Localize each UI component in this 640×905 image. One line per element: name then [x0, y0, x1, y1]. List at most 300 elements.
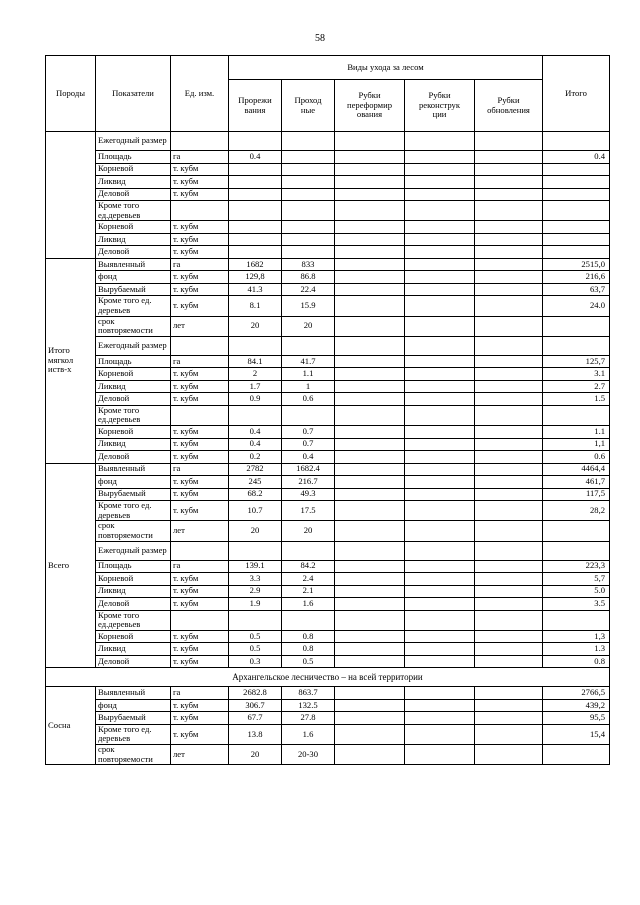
unit-cell: т. кубм	[171, 643, 229, 656]
value-cell: 20	[282, 316, 335, 336]
header-sub-1: Проход ные	[282, 80, 335, 132]
unit-cell: т. кубм	[171, 598, 229, 611]
total-cell: 3.1	[543, 368, 610, 381]
value-cell	[282, 246, 335, 259]
value-cell	[335, 573, 405, 586]
value-cell	[475, 233, 543, 246]
total-cell: 24.0	[543, 296, 610, 316]
value-cell	[475, 393, 543, 406]
value-cell	[405, 476, 475, 489]
total-cell	[543, 610, 610, 630]
value-cell	[475, 438, 543, 451]
value-cell	[335, 132, 405, 151]
indicator-cell: Кроме того ед. деревьев	[96, 296, 171, 316]
indicator-cell: фонд	[96, 699, 171, 712]
unit-cell	[171, 610, 229, 630]
total-cell: 15,4	[543, 724, 610, 744]
value-cell	[335, 283, 405, 296]
value-cell: 8.1	[229, 296, 282, 316]
value-cell	[405, 463, 475, 476]
header-sub-3: Рубки реконструк ции	[405, 80, 475, 132]
total-cell: 63,7	[543, 283, 610, 296]
value-cell	[282, 163, 335, 176]
value-cell: 84.2	[282, 560, 335, 573]
value-cell: 20	[229, 745, 282, 765]
value-cell	[282, 541, 335, 560]
indicator-cell: Корневой	[96, 426, 171, 439]
table-row	[46, 201, 610, 221]
value-cell	[335, 655, 405, 668]
table-row	[46, 655, 610, 668]
value-cell	[335, 699, 405, 712]
total-cell: 223,3	[543, 560, 610, 573]
unit-cell: т. кубм	[171, 176, 229, 189]
value-cell	[335, 687, 405, 700]
value-cell	[335, 393, 405, 406]
value-cell	[282, 610, 335, 630]
value-cell	[335, 355, 405, 368]
total-cell: 439,2	[543, 699, 610, 712]
value-cell	[475, 405, 543, 425]
indicator-cell: Деловой	[96, 451, 171, 464]
table-body	[46, 132, 610, 765]
value-cell	[405, 132, 475, 151]
table-row	[46, 176, 610, 189]
value-cell	[475, 451, 543, 464]
total-cell	[543, 163, 610, 176]
indicator-cell: Деловой	[96, 655, 171, 668]
header-sub-4: Рубки обновления	[475, 80, 543, 132]
value-cell	[335, 630, 405, 643]
value-cell	[335, 233, 405, 246]
value-cell	[475, 188, 543, 201]
total-cell	[543, 188, 610, 201]
indicator-cell: Выявленный	[96, 687, 171, 700]
value-cell	[405, 598, 475, 611]
value-cell	[335, 451, 405, 464]
value-cell	[335, 438, 405, 451]
table-row	[46, 258, 610, 271]
table-row	[46, 745, 610, 765]
value-cell	[475, 501, 543, 521]
unit-cell: т. кубм	[171, 501, 229, 521]
unit-cell: т. кубм	[171, 451, 229, 464]
value-cell	[335, 463, 405, 476]
unit-cell: т. кубм	[171, 426, 229, 439]
indicator-cell: Кроме того ед.деревьев	[96, 405, 171, 425]
value-cell: 0.6	[282, 393, 335, 406]
unit-cell: т. кубм	[171, 699, 229, 712]
value-cell: 13.8	[229, 724, 282, 744]
indicator-cell: Корневой	[96, 630, 171, 643]
table-row	[46, 336, 610, 355]
total-cell	[543, 316, 610, 336]
unit-cell: т. кубм	[171, 573, 229, 586]
unit-cell	[171, 336, 229, 355]
total-cell	[543, 521, 610, 541]
indicator-cell: Ежегодный размер	[96, 541, 171, 560]
value-cell: 10.7	[229, 501, 282, 521]
indicator-cell: Кроме того ед. деревьев	[96, 724, 171, 744]
value-cell: 245	[229, 476, 282, 489]
table-row	[46, 380, 610, 393]
value-cell	[335, 643, 405, 656]
value-cell	[282, 176, 335, 189]
indicator-cell: фонд	[96, 476, 171, 489]
value-cell: 0.7	[282, 426, 335, 439]
indicator-cell: фонд	[96, 271, 171, 284]
value-cell	[335, 521, 405, 541]
table-row	[46, 426, 610, 439]
value-cell	[335, 598, 405, 611]
total-cell: 3.5	[543, 598, 610, 611]
value-cell	[475, 246, 543, 259]
value-cell	[405, 296, 475, 316]
unit-cell: т. кубм	[171, 724, 229, 744]
indicator-cell: Ликвид	[96, 176, 171, 189]
value-cell: 1	[282, 380, 335, 393]
value-cell	[475, 745, 543, 765]
total-cell: 117,5	[543, 488, 610, 501]
indicator-cell: срок повторяемости	[96, 521, 171, 541]
value-cell: 1.7	[229, 380, 282, 393]
value-cell: 0.5	[229, 630, 282, 643]
value-cell	[229, 201, 282, 221]
value-cell	[335, 368, 405, 381]
value-cell: 1.6	[282, 724, 335, 744]
indicator-cell: Вырубаемый	[96, 488, 171, 501]
value-cell	[229, 132, 282, 151]
unit-cell: т. кубм	[171, 188, 229, 201]
total-cell: 1.3	[543, 643, 610, 656]
indicator-cell: Деловой	[96, 188, 171, 201]
value-cell	[405, 283, 475, 296]
value-cell	[475, 598, 543, 611]
species-label	[46, 132, 96, 259]
value-cell	[475, 699, 543, 712]
value-cell: 1682	[229, 258, 282, 271]
value-cell: 2.4	[282, 573, 335, 586]
value-cell	[475, 201, 543, 221]
value-cell	[335, 560, 405, 573]
indicator-cell: срок повторяемости	[96, 316, 171, 336]
total-cell: 1.1	[543, 426, 610, 439]
value-cell: 0.8	[282, 643, 335, 656]
total-cell: 216,6	[543, 271, 610, 284]
total-cell	[543, 336, 610, 355]
value-cell	[475, 296, 543, 316]
table-row	[46, 501, 610, 521]
value-cell: 41.7	[282, 355, 335, 368]
value-cell	[405, 258, 475, 271]
value-cell	[335, 745, 405, 765]
value-cell	[475, 463, 543, 476]
indicator-cell: Кроме того ед.деревьев	[96, 610, 171, 630]
value-cell: 132.5	[282, 699, 335, 712]
indicator-cell: Ежегодный размер	[96, 132, 171, 151]
value-cell: 3.3	[229, 573, 282, 586]
value-cell	[229, 336, 282, 355]
value-cell	[335, 176, 405, 189]
value-cell	[405, 246, 475, 259]
value-cell	[405, 687, 475, 700]
indicator-cell: срок повторяемости	[96, 745, 171, 765]
value-cell	[475, 488, 543, 501]
value-cell	[229, 188, 282, 201]
value-cell	[229, 163, 282, 176]
total-cell: 28,2	[543, 501, 610, 521]
unit-cell: га	[171, 687, 229, 700]
value-cell	[475, 541, 543, 560]
value-cell	[282, 336, 335, 355]
table-row	[46, 463, 610, 476]
total-cell: 1,1	[543, 438, 610, 451]
indicator-cell: Деловой	[96, 393, 171, 406]
table-row	[46, 393, 610, 406]
value-cell	[475, 573, 543, 586]
value-cell	[335, 221, 405, 234]
indicator-cell: Площадь	[96, 560, 171, 573]
value-cell	[405, 724, 475, 744]
value-cell	[282, 132, 335, 151]
unit-cell	[171, 541, 229, 560]
table-row	[46, 724, 610, 744]
unit-cell: т. кубм	[171, 438, 229, 451]
value-cell	[229, 541, 282, 560]
value-cell	[475, 163, 543, 176]
value-cell	[475, 724, 543, 744]
unit-cell: т. кубм	[171, 246, 229, 259]
value-cell	[335, 151, 405, 164]
indicator-cell: Деловой	[96, 598, 171, 611]
unit-cell: т. кубм	[171, 163, 229, 176]
value-cell	[335, 188, 405, 201]
value-cell	[405, 176, 475, 189]
total-cell: 4464,4	[543, 463, 610, 476]
total-cell: 95,5	[543, 712, 610, 725]
value-cell	[475, 476, 543, 489]
value-cell	[475, 271, 543, 284]
value-cell	[335, 380, 405, 393]
table-row	[46, 560, 610, 573]
table-row	[46, 132, 610, 151]
value-cell	[405, 151, 475, 164]
header-sub-2: Рубки переформир ования	[335, 80, 405, 132]
value-cell	[335, 271, 405, 284]
value-cell	[405, 201, 475, 221]
value-cell	[475, 316, 543, 336]
total-cell	[543, 541, 610, 560]
unit-cell: т. кубм	[171, 221, 229, 234]
value-cell	[405, 501, 475, 521]
value-cell	[475, 712, 543, 725]
value-cell	[405, 380, 475, 393]
table-row	[46, 699, 610, 712]
indicator-cell: Деловой	[96, 246, 171, 259]
indicator-cell: Ликвид	[96, 233, 171, 246]
value-cell: 20	[229, 316, 282, 336]
value-cell	[405, 233, 475, 246]
value-cell	[229, 405, 282, 425]
value-cell: 27.8	[282, 712, 335, 725]
value-cell: 2.9	[229, 585, 282, 598]
value-cell: 15.9	[282, 296, 335, 316]
value-cell: 216.7	[282, 476, 335, 489]
total-cell: 0.6	[543, 451, 610, 464]
value-cell: 20	[282, 521, 335, 541]
value-cell: 2	[229, 368, 282, 381]
table-row	[46, 630, 610, 643]
header-sub-0: Прорежи вания	[229, 80, 282, 132]
value-cell	[229, 246, 282, 259]
header-pokazateli: Показатели	[96, 56, 171, 132]
value-cell: 0.4	[229, 151, 282, 164]
table-row	[46, 573, 610, 586]
value-cell: 0.5	[282, 655, 335, 668]
table-row	[46, 233, 610, 246]
value-cell: 139.1	[229, 560, 282, 573]
header-vidy-ukhoda: Виды ухода за лесом	[229, 56, 543, 80]
indicator-cell: Кроме того ед. деревьев	[96, 501, 171, 521]
value-cell	[475, 355, 543, 368]
table-row	[46, 246, 610, 259]
value-cell	[405, 336, 475, 355]
table-row	[46, 687, 610, 700]
value-cell: 49.3	[282, 488, 335, 501]
unit-cell: т. кубм	[171, 655, 229, 668]
value-cell: 863.7	[282, 687, 335, 700]
value-cell	[405, 316, 475, 336]
value-cell	[335, 316, 405, 336]
value-cell	[475, 283, 543, 296]
unit-cell: лет	[171, 316, 229, 336]
unit-cell: т. кубм	[171, 368, 229, 381]
unit-cell	[171, 405, 229, 425]
total-cell: 0.4	[543, 151, 610, 164]
table-row	[46, 541, 610, 560]
value-cell: 20	[229, 521, 282, 541]
value-cell: 0.5	[229, 643, 282, 656]
total-cell: 125,7	[543, 355, 610, 368]
value-cell	[475, 151, 543, 164]
total-cell	[543, 132, 610, 151]
value-cell: 0.7	[282, 438, 335, 451]
value-cell	[335, 541, 405, 560]
unit-cell: га	[171, 258, 229, 271]
value-cell	[405, 271, 475, 284]
value-cell: 20-30	[282, 745, 335, 765]
value-cell	[475, 643, 543, 656]
value-cell	[405, 521, 475, 541]
table-row	[46, 368, 610, 381]
value-cell	[405, 712, 475, 725]
value-cell	[405, 560, 475, 573]
indicator-cell: Ликвид	[96, 438, 171, 451]
species-label: Всего	[46, 463, 96, 668]
value-cell	[282, 151, 335, 164]
value-cell	[475, 258, 543, 271]
value-cell	[475, 132, 543, 151]
table-row	[46, 712, 610, 725]
table-row	[46, 163, 610, 176]
unit-cell	[171, 201, 229, 221]
value-cell	[405, 541, 475, 560]
total-cell: 2766,5	[543, 687, 610, 700]
value-cell: 2782	[229, 463, 282, 476]
value-cell	[405, 405, 475, 425]
value-cell	[475, 368, 543, 381]
unit-cell: га	[171, 560, 229, 573]
total-cell	[543, 745, 610, 765]
value-cell	[335, 501, 405, 521]
unit-cell	[171, 132, 229, 151]
unit-cell: т. кубм	[171, 283, 229, 296]
value-cell	[475, 426, 543, 439]
value-cell	[405, 573, 475, 586]
table-row	[46, 521, 610, 541]
page-number: 58	[315, 33, 325, 44]
table-row	[46, 188, 610, 201]
value-cell	[229, 176, 282, 189]
value-cell: 0.9	[229, 393, 282, 406]
unit-cell: т. кубм	[171, 233, 229, 246]
header-porody: Породы	[46, 56, 96, 132]
value-cell	[475, 687, 543, 700]
total-cell: 2515,0	[543, 258, 610, 271]
value-cell	[282, 188, 335, 201]
value-cell	[475, 655, 543, 668]
value-cell: 41.3	[229, 283, 282, 296]
indicator-cell: Площадь	[96, 355, 171, 368]
table-row	[46, 585, 610, 598]
section-title: Архангельское лесничество – на всей территории	[46, 668, 610, 687]
total-cell	[543, 201, 610, 221]
table-row	[46, 438, 610, 451]
value-cell	[475, 336, 543, 355]
value-cell: 0.4	[229, 426, 282, 439]
value-cell	[405, 163, 475, 176]
total-cell	[543, 246, 610, 259]
table-row	[46, 271, 610, 284]
total-cell: 2.7	[543, 380, 610, 393]
total-cell: 5,7	[543, 573, 610, 586]
indicator-cell: Площадь	[96, 151, 171, 164]
indicator-cell: Выявленный	[96, 258, 171, 271]
value-cell	[405, 438, 475, 451]
value-cell: 67.7	[229, 712, 282, 725]
value-cell	[405, 745, 475, 765]
value-cell	[405, 221, 475, 234]
table-row	[46, 610, 610, 630]
total-cell	[543, 405, 610, 425]
value-cell: 84.1	[229, 355, 282, 368]
table-row	[46, 476, 610, 489]
total-cell: 5.0	[543, 585, 610, 598]
value-cell	[475, 521, 543, 541]
value-cell	[335, 585, 405, 598]
total-cell: 1.5	[543, 393, 610, 406]
value-cell	[335, 724, 405, 744]
value-cell	[335, 201, 405, 221]
value-cell	[405, 368, 475, 381]
header-itogo: Итого	[543, 56, 610, 132]
value-cell: 0.4	[282, 451, 335, 464]
unit-cell: т. кубм	[171, 393, 229, 406]
total-cell	[543, 176, 610, 189]
indicator-cell: Ликвид	[96, 380, 171, 393]
value-cell	[335, 336, 405, 355]
indicator-cell: Корневой	[96, 573, 171, 586]
